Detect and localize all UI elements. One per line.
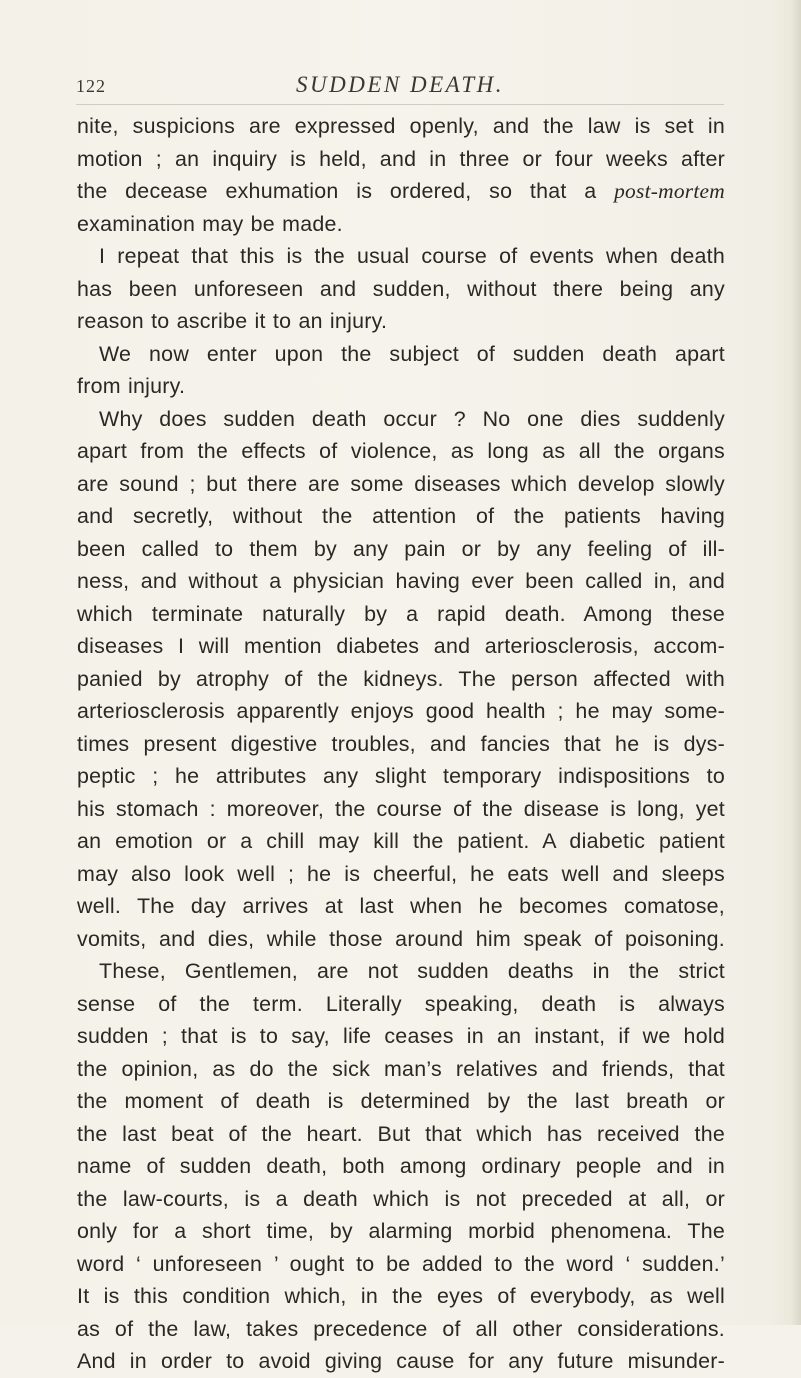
text-line xyxy=(77,1215,725,1248)
text-segment: arteriosclerosis apparently enjoys good health ; he may some- xyxy=(77,699,725,723)
text-segment: the opinion, as do the sick man’s relatives and friends, that xyxy=(77,1056,725,1081)
text-segment: apart from the effects of violence, as long as all the organs xyxy=(77,439,725,463)
text-segment: ness, and without a physician having ever been called in, and xyxy=(77,569,725,593)
text-line xyxy=(77,1053,725,1086)
text-segment: times present digestive troubles, and fancies that he is dys- xyxy=(77,731,725,756)
text-line xyxy=(77,1085,725,1118)
text-segment: may also look well ; he is cheerful, he eats well and sleeps xyxy=(77,861,725,886)
page-number: 122 xyxy=(76,76,106,96)
text-segment: Why does sudden death occur ? No one dies suddenly xyxy=(99,406,725,431)
text-segment: been called to them by any pain or by any feeling of ill- xyxy=(77,536,725,561)
text-line xyxy=(77,1150,725,1183)
text-segment: as of the law, takes precedence of all other considerations. xyxy=(77,1316,725,1341)
text-segment: vomits, and dies, while those around him speak of poisoning. xyxy=(77,926,725,951)
text-line xyxy=(77,890,725,923)
running-title: SUDDEN DEATH. xyxy=(296,72,504,97)
text-line xyxy=(77,760,725,793)
running-head xyxy=(76,72,724,104)
text-line xyxy=(77,695,725,728)
text-line xyxy=(77,208,725,241)
body-text xyxy=(77,110,725,1378)
text-line xyxy=(77,1248,725,1281)
text-line xyxy=(77,338,725,371)
text-segment: his stomach : moreover, the course of the disease is long, yet xyxy=(77,796,725,821)
text-segment: I repeat that this is the usual course of events when death xyxy=(99,244,725,268)
text-segment: It is this condition which, in the eyes of everybody, as well xyxy=(77,1284,725,1308)
text-segment: panied by atrophy of the kidneys. The person affected with xyxy=(77,666,725,691)
text-line xyxy=(77,565,725,598)
text-line xyxy=(77,858,725,891)
text-line xyxy=(77,728,725,761)
text-segment: name of sudden death, both among ordinary people and in xyxy=(77,1154,725,1178)
text-segment: are sound ; but there are some diseases which develop slowly xyxy=(77,471,725,496)
text-segment: reason to ascribe it to an injury. xyxy=(77,309,388,333)
text-line xyxy=(77,1020,725,1053)
text-line xyxy=(77,240,725,273)
text-segment: We now enter upon the subject of sudden death apart xyxy=(99,341,725,366)
text-line xyxy=(77,468,725,501)
text-segment: which terminate naturally by a rapid death. Among these xyxy=(77,601,725,626)
text-line xyxy=(77,403,725,436)
text-line xyxy=(77,435,725,468)
page-edge-shadow xyxy=(791,0,801,1325)
text-segment: diseases I will mention diabetes and arteriosclerosis, accom- xyxy=(77,634,725,658)
text-segment: and secretly, without the attention of the patients having xyxy=(77,504,725,528)
text-segment: the moment of death is determined by the last breath or xyxy=(77,1089,725,1113)
text-line xyxy=(77,273,725,306)
text-line xyxy=(77,305,725,338)
text-segment: examination may be made. xyxy=(77,211,343,236)
text-line xyxy=(77,988,725,1021)
text-segment: sense of the term. Literally speaking, death is always xyxy=(77,991,725,1016)
text-segment: word ‘ unforeseen ’ ought to be added to the word ‘ sudden.’ xyxy=(77,1251,725,1276)
text-line xyxy=(77,663,725,696)
text-line xyxy=(77,500,725,533)
text-line xyxy=(77,630,725,663)
text-segment: only for a short time, by alarming morbid phenomena. The xyxy=(77,1219,725,1243)
text-segment: sudden ; that is to say, life ceases in an instant, if we hold xyxy=(77,1024,725,1048)
text-line xyxy=(77,955,725,988)
text-segment: These, Gentlemen, are not sudden deaths in the strict xyxy=(99,959,725,983)
text-line xyxy=(77,110,725,143)
text-line xyxy=(77,825,725,858)
text-line xyxy=(77,598,725,631)
header-rule xyxy=(76,104,724,105)
text-line xyxy=(77,1345,725,1378)
text-line xyxy=(77,1183,725,1216)
text-line xyxy=(77,143,725,176)
text-segment: the law-courts, is a death which is not preceded at all, or xyxy=(77,1186,725,1211)
text-segment: nite, suspicions are expressed openly, and the law is set in xyxy=(77,114,725,138)
text-segment: And in order to avoid giving cause for any future misunder- xyxy=(77,1349,725,1373)
text-line xyxy=(77,923,725,956)
text-segment: well. The day arrives at last when he becomes comatose, xyxy=(77,894,725,918)
text-line xyxy=(77,175,725,208)
text-line xyxy=(77,533,725,566)
text-segment: the decease exhumation is ordered, so that a xyxy=(77,179,615,203)
text-segment: has been unforeseen and sudden, without there being any xyxy=(77,276,725,301)
text-segment: an emotion or a chill may kill the patient. A diabetic patient xyxy=(77,829,725,853)
text-segment: peptic ; he attributes any slight temporary indispositions to xyxy=(77,764,725,788)
italic-term: post-mortem xyxy=(614,179,725,203)
text-line xyxy=(77,793,725,826)
text-line xyxy=(77,1313,725,1346)
text-segment: motion ; an inquiry is held, and in three or four weeks after xyxy=(77,146,725,171)
text-line xyxy=(77,1118,725,1151)
text-line xyxy=(77,1280,725,1313)
text-segment: from injury. xyxy=(77,374,186,398)
text-line xyxy=(77,370,725,403)
text-segment: the last beat of the heart. But that which has received the xyxy=(77,1121,725,1146)
